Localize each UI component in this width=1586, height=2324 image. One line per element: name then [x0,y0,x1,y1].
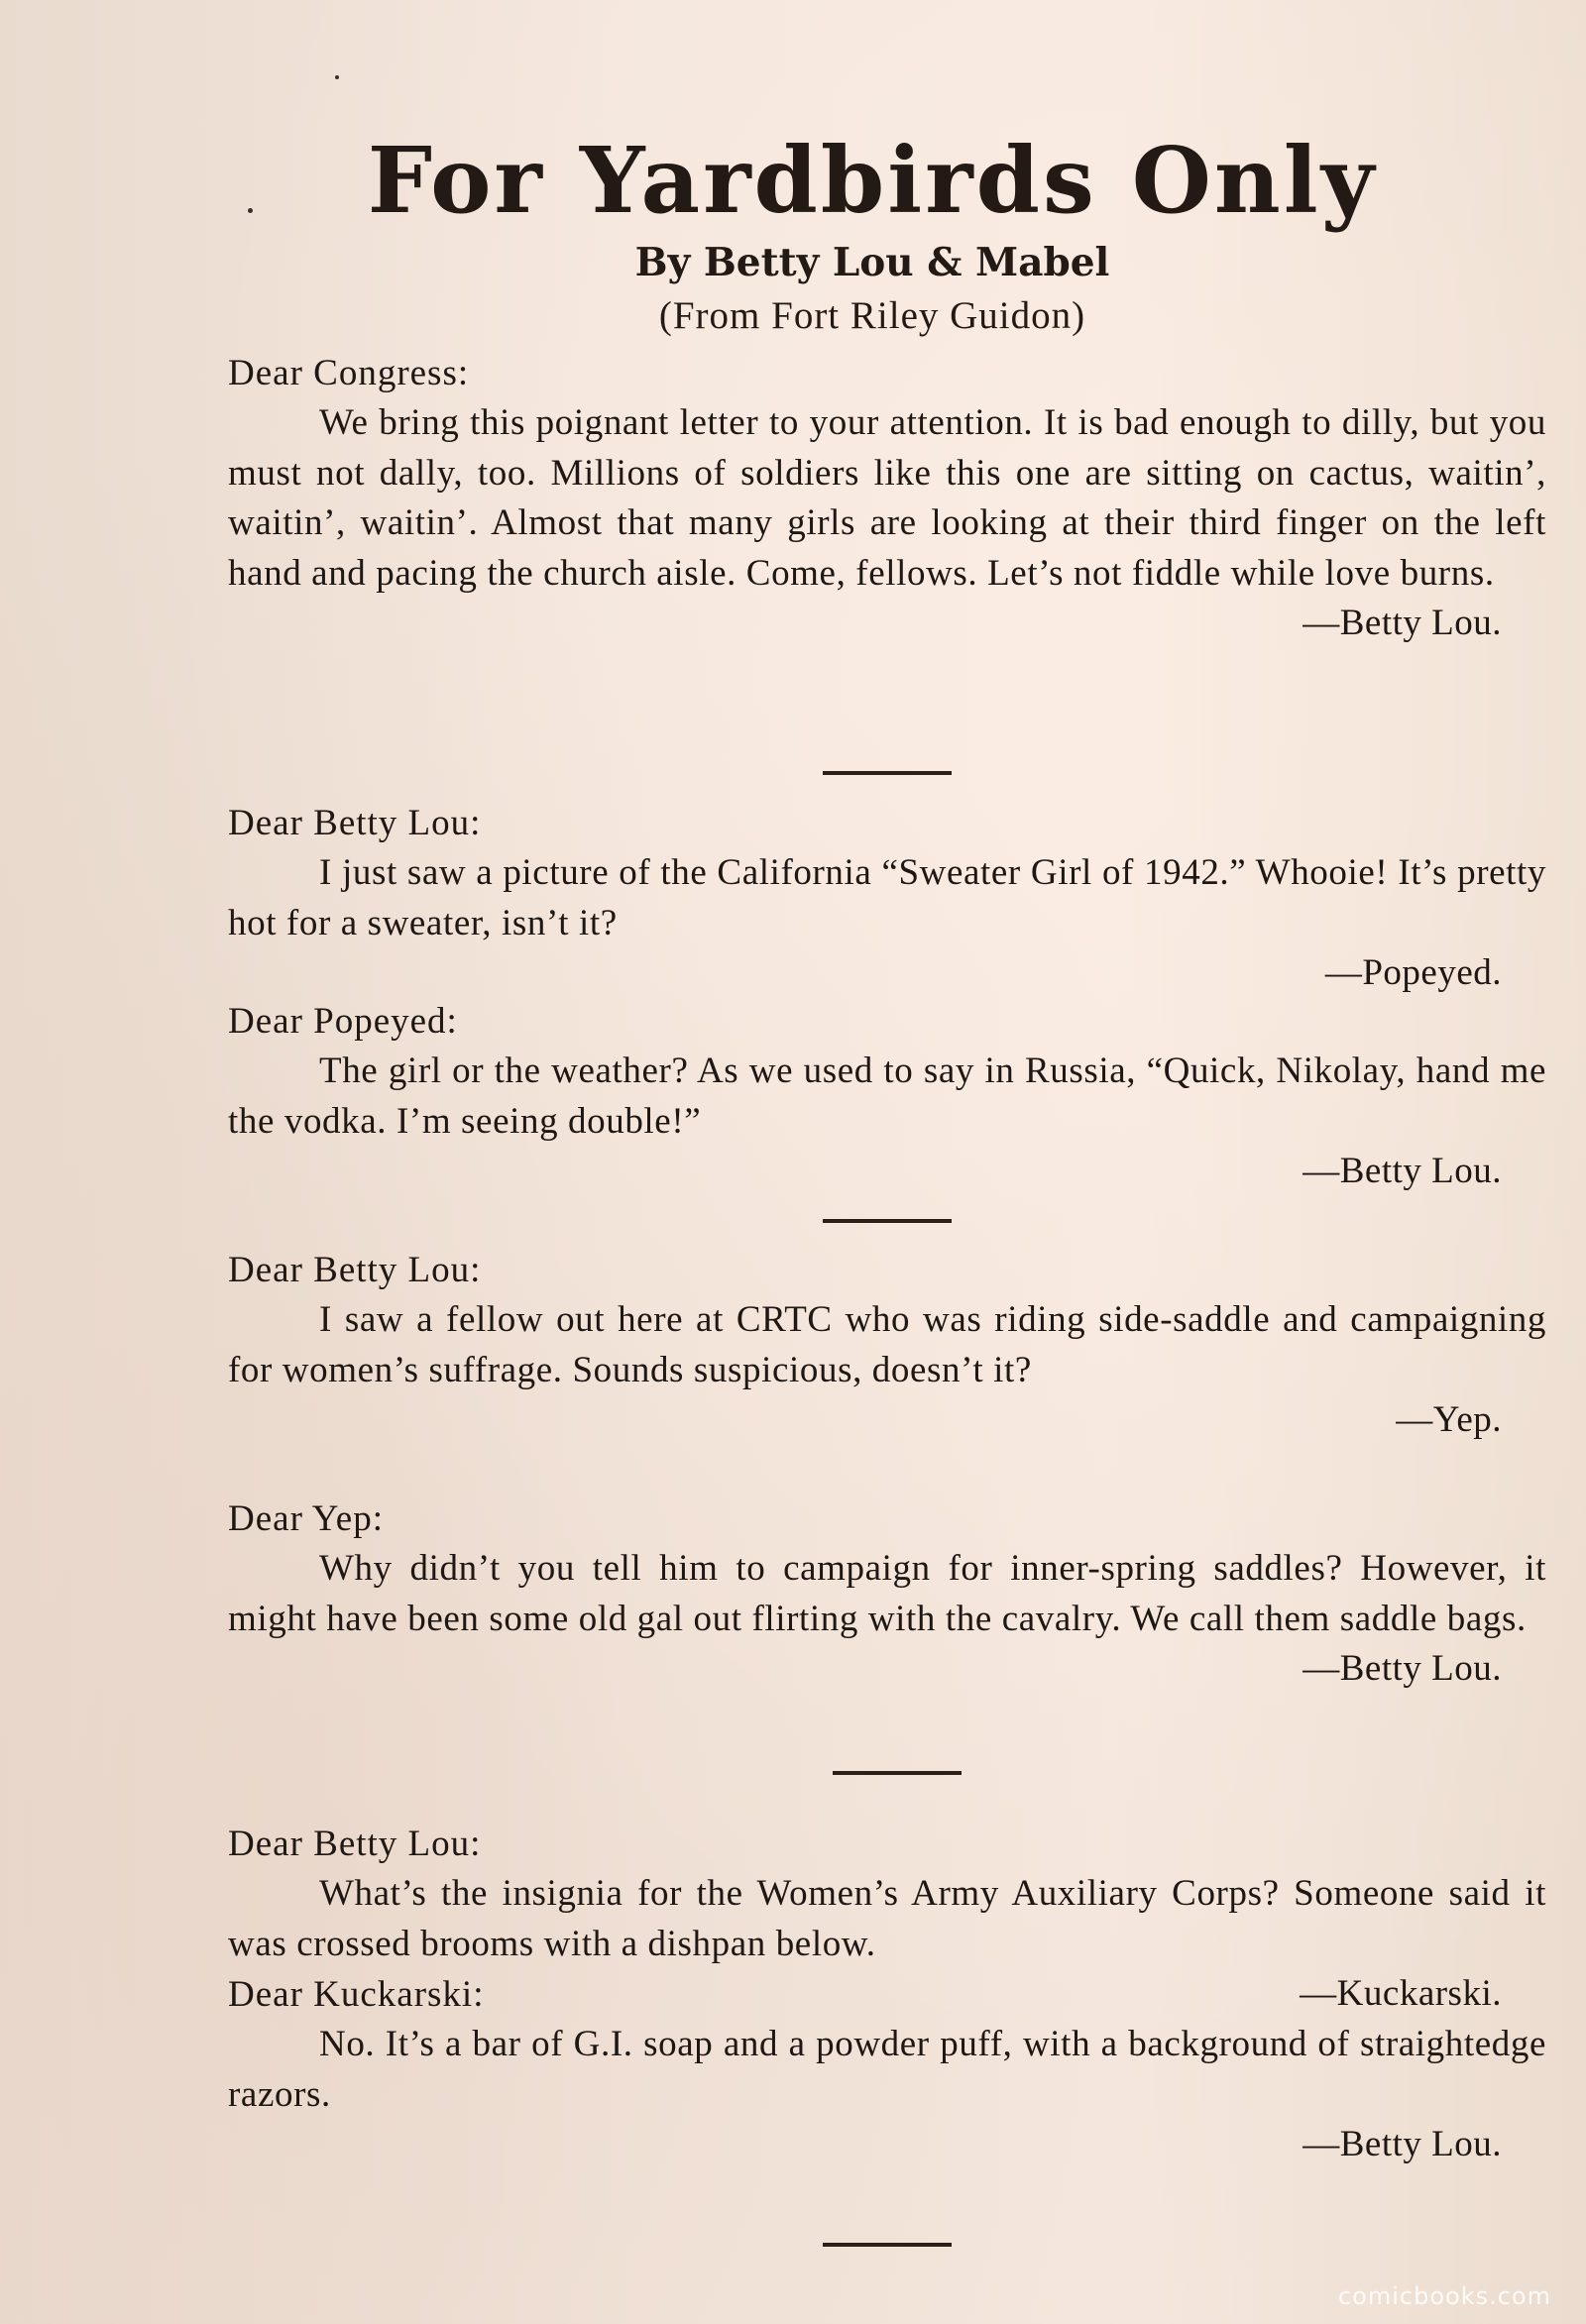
signature: —Betty Lou. [1303,2124,1502,2164]
section-divider [823,2243,952,2247]
salutation: Dear Kuckarski: [228,1974,485,2015]
signature: —Yep. [1396,1399,1502,1440]
letter-block [228,799,1546,998]
salutation: Dear Congress: [228,353,470,393]
salutation: Dear Yep: [228,1498,384,1539]
signature: —Betty Lou. [1303,603,1502,643]
letter-block [228,1970,1546,2169]
letter-body: I saw a fellow out here at CRTC who was riding side-saddle and campaigning for women’s suffrage. Sounds suspicious, doesn’t it? [228,1299,1546,1390]
signature: —Betty Lou. [1303,1648,1502,1689]
salutation: Dear Betty Lou: [228,1824,482,1864]
letter-body: I just saw a picture of the California “Sweater Girl of 1942.” Whooie! It’s pretty hot for a sweater, isn’t it? [228,852,1546,943]
letter-body: What’s the insignia for the Women’s Army Auxiliary Corps? Someone said it was crossed brooms with a dishpan below. [228,1873,1546,1964]
letter-body: Why didn’t you tell him to campaign for inner-spring saddles? However, it might have been some old gal out flirting with the cavalry. We call them saddle bags. [228,1548,1546,1639]
page-title: For Yardbirds Only [367,127,1378,234]
letter-block [228,1246,1546,1445]
section-divider [823,1219,952,1223]
letter-body: No. It’s a bar of G.I. soap and a powder puff, with a background of straightedge razors. [228,2024,1546,2115]
signature: —Popeyed. [1324,952,1502,993]
letter-body: The girl or the weather? As we used to say in Russia, “Quick, Nikolay, hand me the vodka. I’m seeing double!” [228,1051,1546,1142]
source-credit: (From Fort Riley Guidon) [658,294,1086,337]
letter-block [228,997,1546,1196]
letter-body: We bring this poignant letter to your attention. It is bad enough to dilly, but you must not dally, too. Millions of soldiers like this one are sitting on cactus, waitin’, waitin’, waitin’. Almost that many girls are looking at their third finger on the left hand and pacing the church aisle. Come, fellows. Let’s not fiddle while love burns. [228,402,1546,594]
letter-block [228,349,1546,648]
site-watermark: comicbooks.com [1337,2282,1551,2310]
section-divider [823,771,952,775]
ink-speck [335,75,339,79]
section-divider [833,1771,962,1775]
signature: —Kuckarski. [1300,1973,1502,2014]
signature: —Betty Lou. [1303,1151,1502,1191]
salutation: Dear Popeyed: [228,1001,458,1042]
byline: By Betty Lou & Mabel [634,240,1110,285]
salutation: Dear Betty Lou: [228,1250,482,1290]
letter-block [228,1494,1546,1694]
salutation: Dear Betty Lou: [228,803,482,843]
